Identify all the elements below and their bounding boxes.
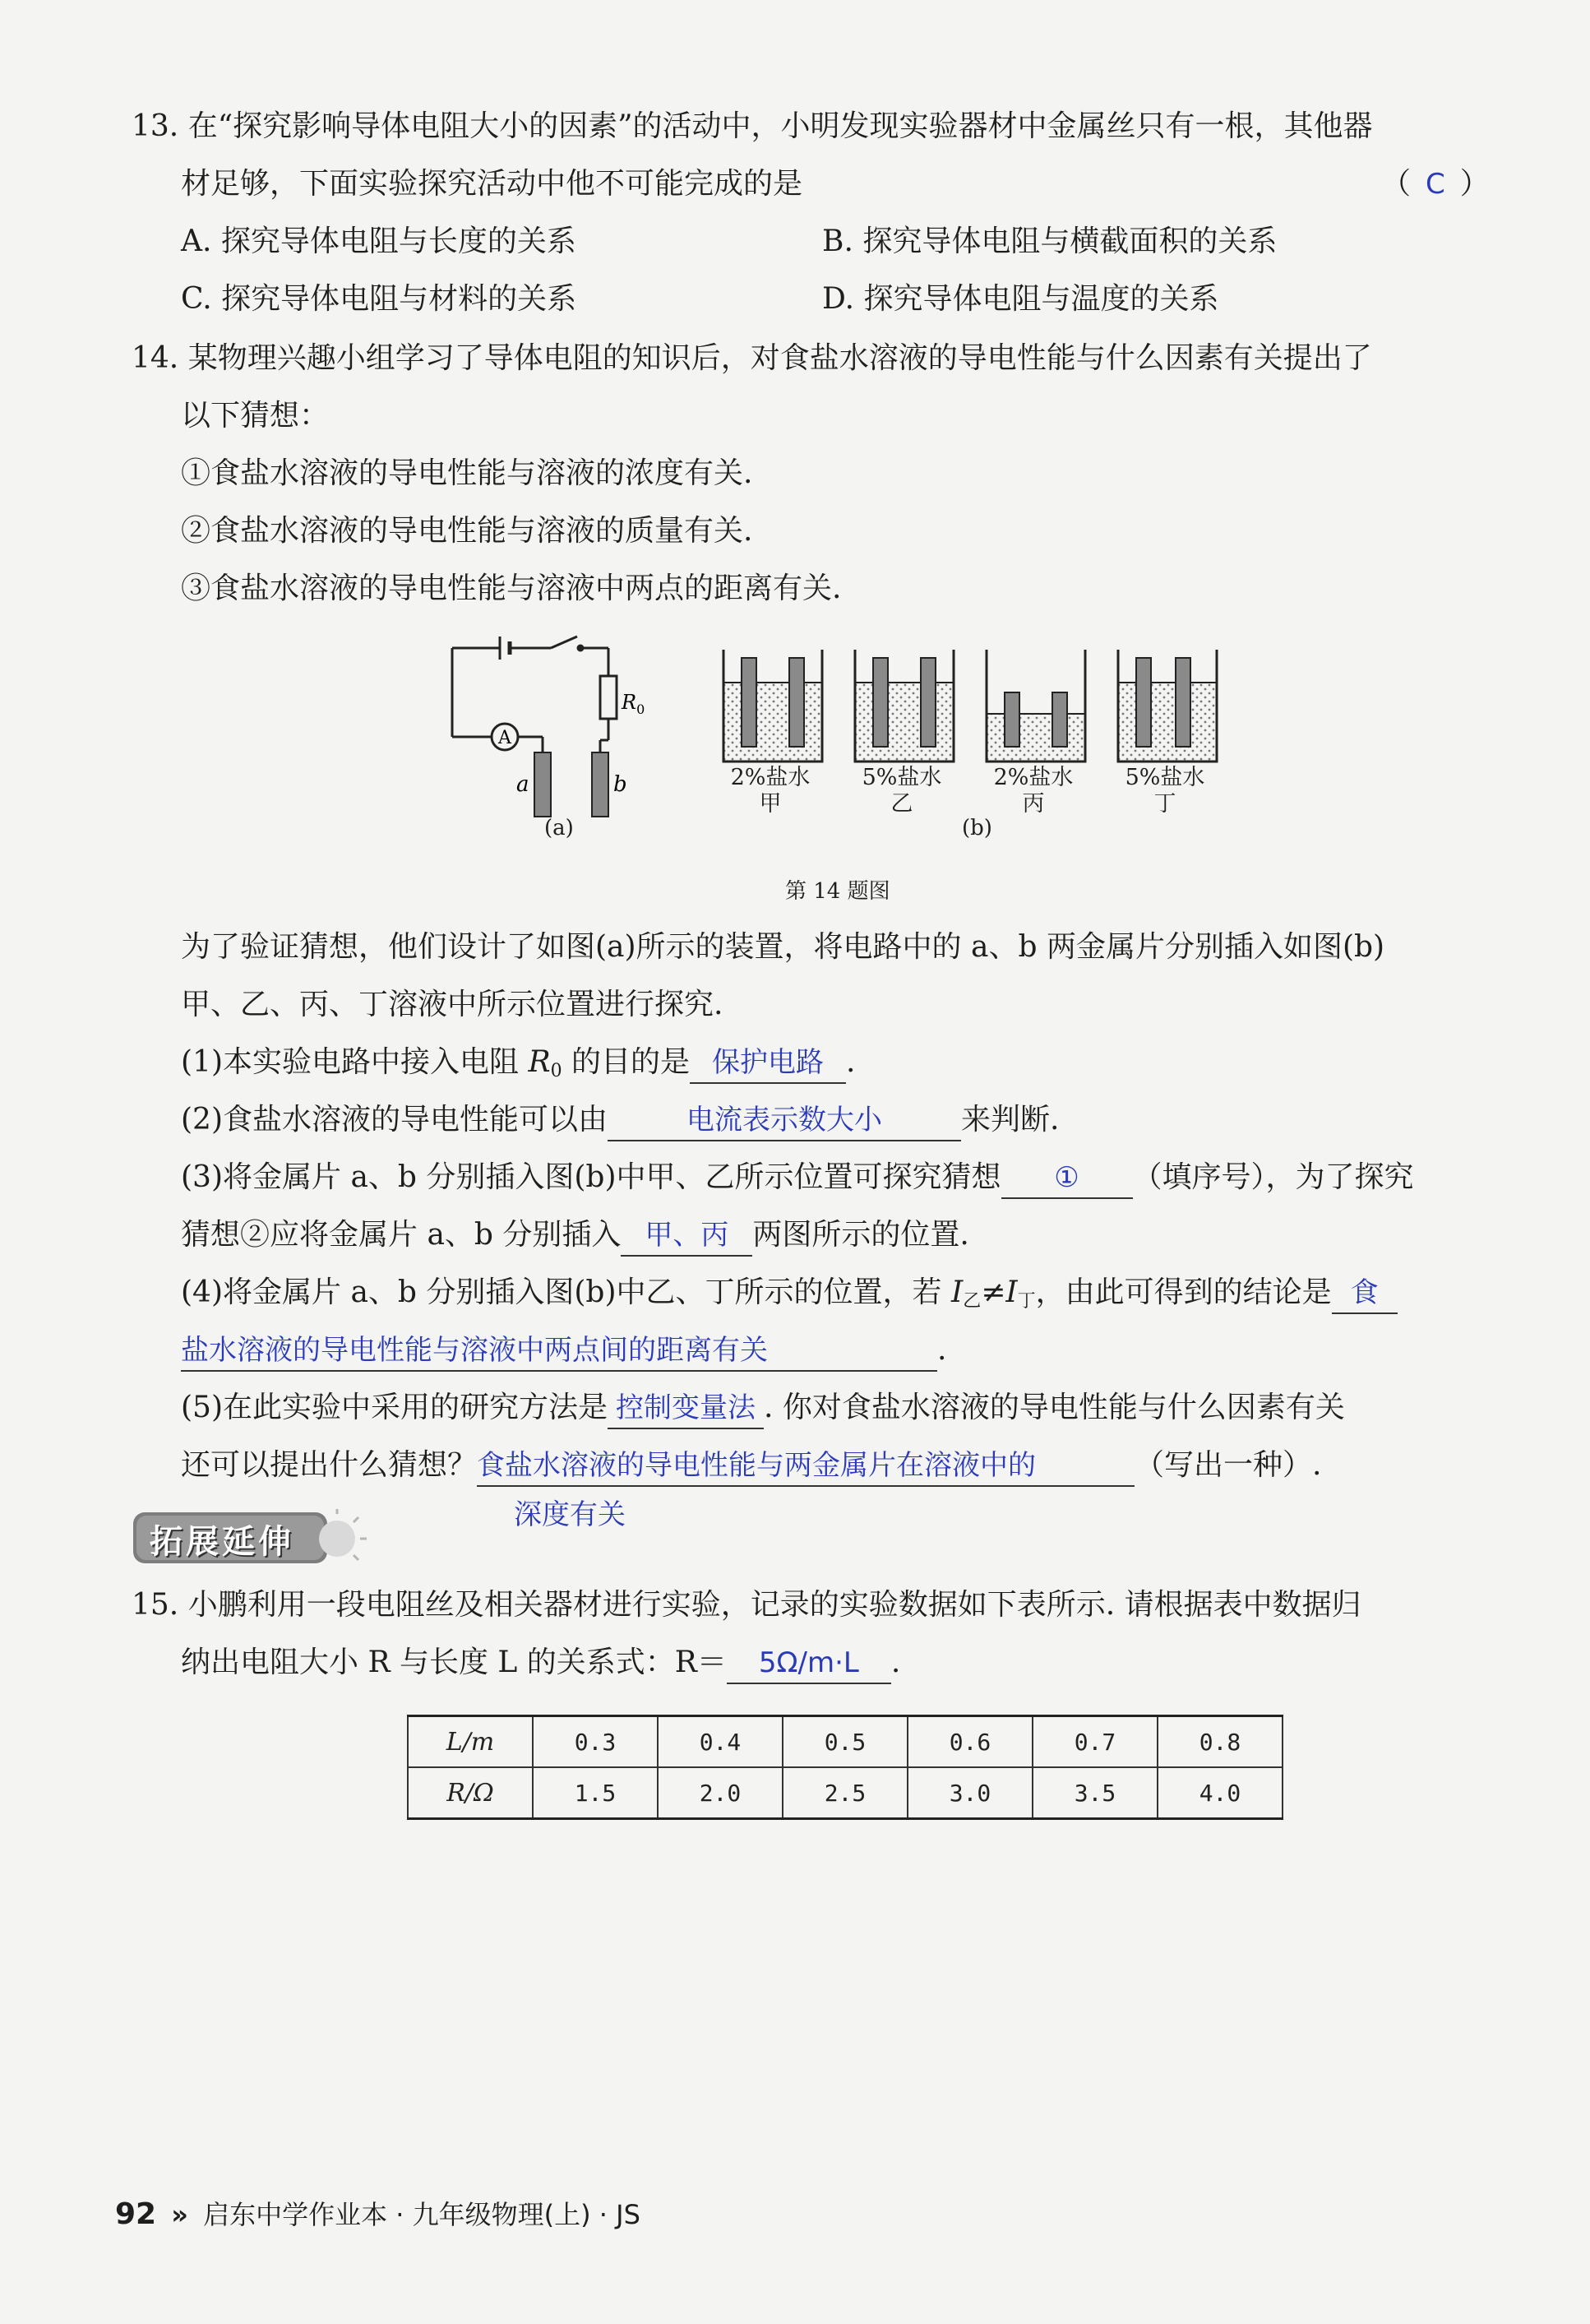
q15-stem-line1: 15. 小鹏利用一段电阻丝及相关器材进行实验，记录的实验数据如下表所示. 请根据表中数据归 (132, 1588, 1361, 1622)
beaker-yi (855, 650, 954, 762)
q14-part-2: (2)食盐水溶液的导电性能可以由 电流表示数大小 来判断. (181, 1100, 1059, 1141)
electrode-b-plate (592, 752, 608, 817)
q14-intro-line1: 为了验证猜想，他们设计了如图(a)所示的装置，将电路中的 a、b 两金属片分别插入如图(b) (181, 930, 1385, 964)
beaker-bing (987, 650, 1085, 762)
table-cell: 3.0 (908, 1767, 1033, 1819)
electrode-b-label: b (613, 772, 627, 797)
table-cell: 0.8 (1158, 1716, 1283, 1768)
q14-part-5-answer2: 食盐水溶液的导电性能与两金属片在溶液中的 (477, 1446, 1135, 1487)
q13-option-b: B. 探究导体电阻与横截面积的关系 (822, 225, 1278, 258)
beaker-label-bing: 2%盐水 丙 (993, 765, 1074, 817)
table-header-resistance: R/Ω (408, 1767, 533, 1819)
footer-arrows-icon: » (171, 2199, 188, 2230)
question-14 (132, 339, 1529, 618)
q13-answer-bracket (1381, 164, 1490, 204)
figure-caption-b: (b) (962, 816, 992, 840)
q15-answer: 5Ω/m·L (727, 1643, 891, 1684)
question-15 (132, 1586, 1546, 1701)
q13-stem-line1: 13. 在“探究影响导体电阻大小的因素”的活动中，小明发现实验器材中金属丝只有一根，其他器 (132, 109, 1373, 143)
q14-stem-line1: 14. 某物理兴趣小组学习了导体电阻的知识后，对食盐水溶液的导电性能与什么因素有关提出了 (132, 341, 1372, 375)
table-cell: 0.3 (533, 1716, 658, 1768)
q14-guess-2: ②食盐水溶液的导电性能与溶液的质量有关. (181, 514, 753, 548)
q14-part-3-line2: 猜想②应将金属片 a、b 分别插入 甲、丙 两图所示的位置. (181, 1215, 969, 1257)
q14-part-3: (3)将金属片 a、b 分别插入图(b)中甲、乙所示位置可探究猜想 ① （填序号），为了探究 (181, 1158, 1414, 1199)
page-number: 92 (115, 2197, 157, 2231)
q14-part-2-answer: 电流表示数大小 (608, 1100, 961, 1141)
beaker-ding (1118, 650, 1217, 762)
q14-part-4-answer-cont: 盐水溶液的导电性能与溶液中两点间的距离有关 (181, 1331, 937, 1372)
table-cell: 3.5 (1033, 1767, 1158, 1819)
q14-part-1-answer: 保护电路 (690, 1043, 846, 1084)
table-header-length: L/m (408, 1716, 533, 1768)
q14-part-3-answer: ① (1001, 1158, 1133, 1199)
table-cell: 2.5 (783, 1767, 908, 1819)
figure-14b-beakers (714, 650, 1256, 781)
q14-intro-line2: 甲、乙、丙、丁溶液中所示位置进行探究. (181, 988, 723, 1021)
beaker-label-yi: 5%盐水 乙 (862, 765, 942, 817)
q14-part-5: (5)在此实验中采用的研究方法是 控制变量法 . 你对食盐水溶液的导电性能与什么因素有关 (181, 1388, 1345, 1429)
table-cell: 0.7 (1033, 1716, 1158, 1768)
table-cell: 0.6 (908, 1716, 1033, 1768)
q15-stem-line2: 纳出电阻大小 R 与长度 L 的关系式：R＝ 5Ω/m·L . (181, 1643, 900, 1684)
q14-part-4-line2: 盐水溶液的导电性能与溶液中两点间的距离有关 . (181, 1331, 946, 1372)
ammeter-label: A (498, 728, 511, 748)
page-footer (115, 2194, 640, 2232)
q13-answer: C (1426, 168, 1445, 201)
table-row (408, 1716, 1283, 1768)
table-cell: 0.5 (783, 1716, 908, 1768)
beaker-jia (723, 650, 822, 762)
book-title: 启东中学作业本 · 九年级物理(上) · JS (203, 2199, 640, 2230)
figure-title: 第 14 题图 (785, 879, 890, 904)
q14-subquestions (132, 928, 1546, 1536)
table-cell: 1.5 (533, 1767, 658, 1819)
q14-part-5-line2: 还可以提出什么猜想？食盐水溶液的导电性能与两金属片在溶液中的 （写出一种）. (181, 1446, 1321, 1487)
q13-option-d: D. 探究导体电阻与温度的关系 (822, 282, 1219, 316)
table-cell: 4.0 (1158, 1767, 1283, 1819)
q14-part-3-answer2: 甲、丙 (621, 1215, 752, 1257)
bracket-open: （ (1381, 167, 1412, 201)
section-header (132, 1507, 370, 1568)
question-13 (132, 107, 1529, 329)
q14-part-1: (1)本实验电路中接入电阻 $R_0$ 的目的是 保护电路 . (181, 1043, 855, 1091)
resistor-label: $R_0$ (622, 691, 645, 717)
electrode-a-label: a (516, 772, 529, 797)
q13-stem-line2: 材足够，下面实验探究活动中他不可能完成的是 (181, 167, 803, 201)
q14-part-5-answer3: 深度有关 (514, 1498, 626, 1531)
beaker-label-jia: 2%盐水 甲 (730, 765, 811, 817)
q14-part-5-answer: 控制变量法 (608, 1388, 764, 1429)
q15-data-table (407, 1715, 1283, 1820)
bracket-close: ） (1459, 167, 1490, 201)
figure-caption-a: (a) (544, 816, 574, 840)
beaker-label-ding: 5%盐水 丁 (1125, 765, 1205, 817)
table-cell: 0.4 (658, 1716, 783, 1768)
q14-guess-1: ①食盐水溶液的导电性能与溶液的浓度有关. (181, 456, 753, 490)
section-title: 拓展延伸 (150, 1523, 294, 1561)
figure-14a-circuit (436, 633, 682, 847)
table-row (408, 1767, 1283, 1819)
electrode-a-plate (534, 752, 551, 817)
q14-stem-line2: 以下猜想： (181, 399, 330, 433)
q14-part-4: (4)将金属片 a、b 分别插入图(b)中乙、丁所示的位置，若 $I_乙\ne I_丁$，由此可得到的结论是 食 (181, 1273, 1398, 1322)
q14-part-4-answer: 食 (1332, 1273, 1398, 1314)
q13-option-c: C. 探究导体电阻与材料的关系 (181, 282, 577, 316)
q14-guess-3: ③食盐水溶液的导电性能与溶液中两点的距离有关. (181, 572, 842, 605)
table-cell: 2.0 (658, 1767, 783, 1819)
q13-option-a: A. 探究导体电阻与长度的关系 (181, 225, 576, 258)
